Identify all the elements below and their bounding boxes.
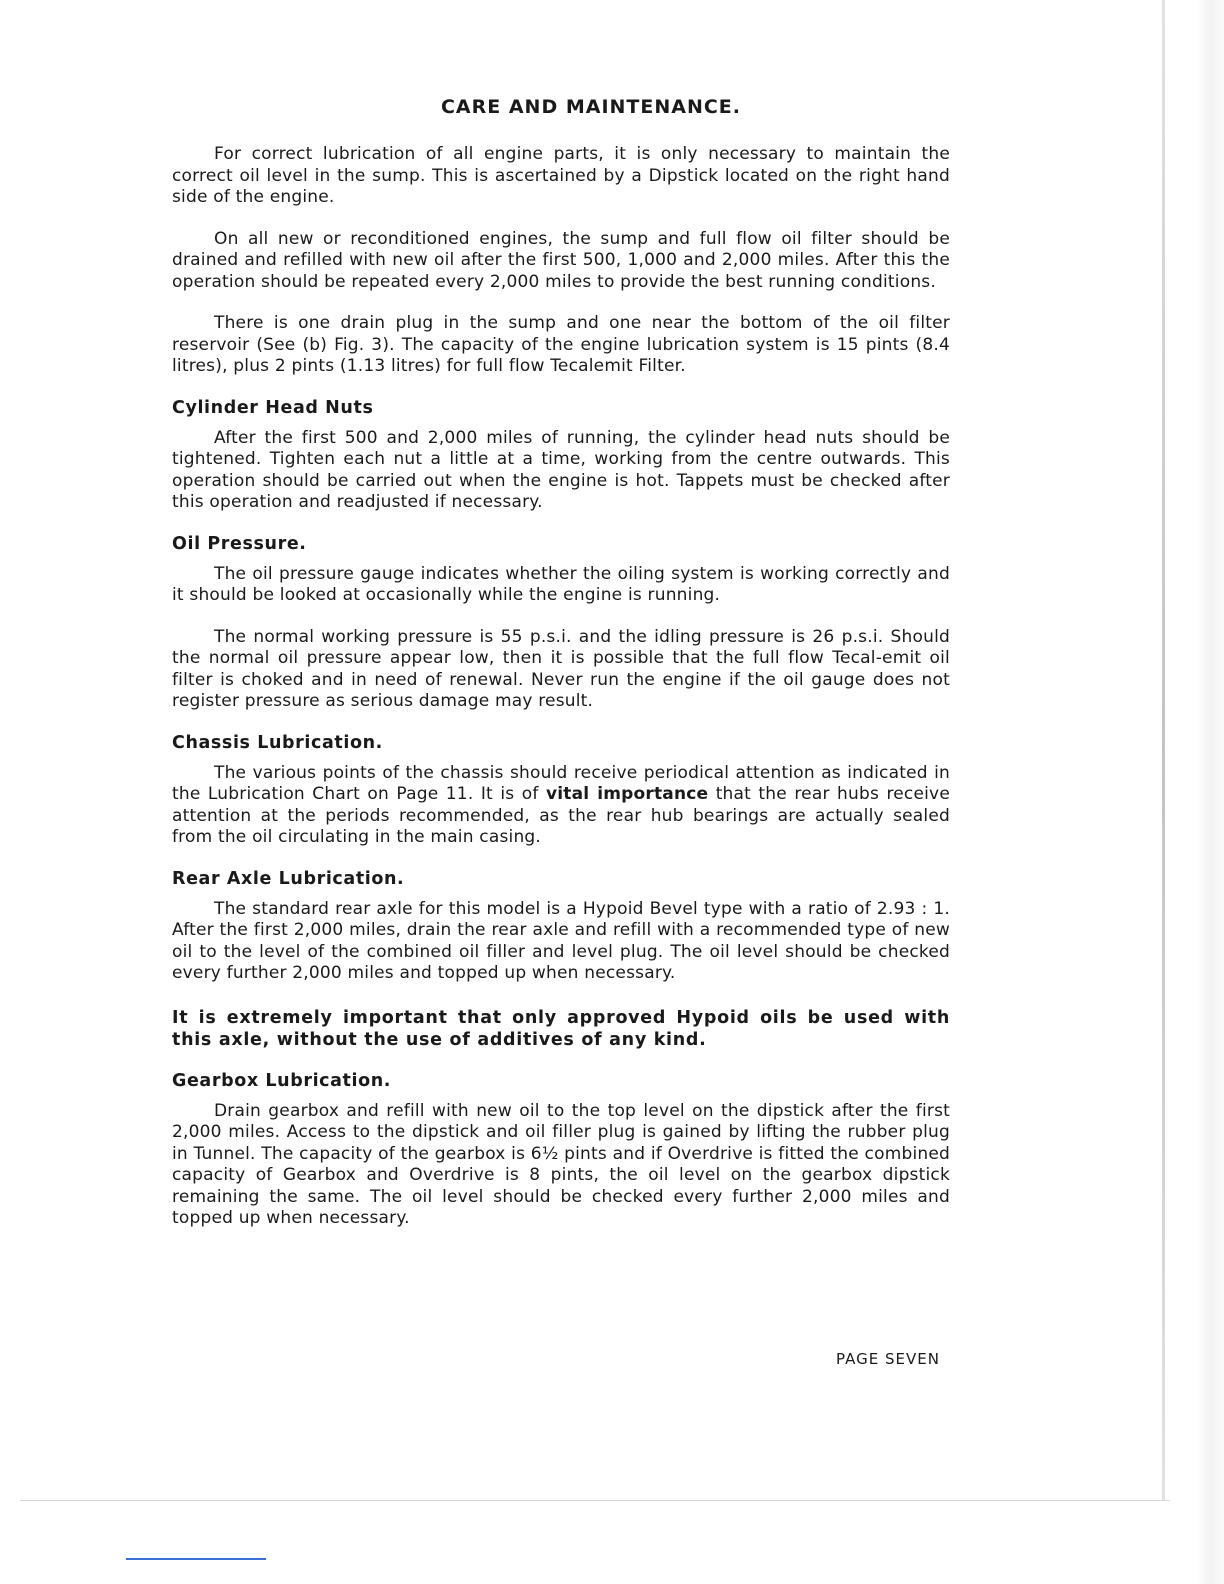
bottom-scan-rule	[20, 1500, 1170, 1501]
oil-pressure-paragraph-1: The oil pressure gauge indicates whether the oiling system is working correctly and it should be looked at occasionally while the engine is running.	[172, 563, 950, 605]
intro-paragraph-3: There is one drain plug in the sump and one near the bottom of the oil filter reservoir (See (b) Fig. 3). The capacity of the engine lubrication system is 15 pints (8.4 litres), plus 2 pints (1.13 litres) for full flow Tecalemit Filter.	[172, 313, 950, 376]
hypoid-warning: It is extremely important that only approved Hypoid oils be used with this axle, without the use of additives of any kind.	[172, 1007, 950, 1050]
chassis-paragraph	[172, 763, 950, 849]
rear-axle-heading: Rear Axle Lubrication.	[172, 868, 405, 889]
rear-axle-paragraph: The standard rear axle for this model is a Hypoid Bevel type with a ratio of 2.93 : 1. After the first 2,000 miles, drain the rear axle and refill with a recommended type of new oil to the level of the combined oil filler and level plug. The oil level should be checked every further 2,000 miles and topped up when necessary.	[172, 898, 950, 983]
page-edge-margin	[1196, 0, 1224, 1584]
gearbox-heading: Gearbox Lubrication.	[172, 1070, 392, 1091]
chassis-emphasis: vital importance	[545, 784, 709, 804]
chassis-text-before: The various points of the chassis should receive periodical attention as indicated in the Lubrication Chart on Page 11. It is of	[172, 762, 950, 804]
blue-scan-mark	[126, 1558, 266, 1560]
page-number: PAGE SEVEN	[836, 1350, 940, 1368]
oil-pressure-heading: Oil Pressure.	[172, 533, 307, 554]
cylinder-head-paragraph: After the first 500 and 2,000 miles of running, the cylinder head nuts should be tightened. Tighten each nut a little at a time, working from the centre outwards. This operation should be carried out when the engine is hot. Tappets must be checked after this operation and readjusted if necessary.	[172, 427, 950, 512]
chassis-text-after: that the rear hubs receive attention at the periods recommended, as the rear hub bearings are actually sealed from the oil circulating in the main casing.	[172, 784, 950, 847]
page-content	[172, 96, 950, 1250]
oil-pressure-paragraph-2: The normal working pressure is 55 p.s.i. and the idling pressure is 26 p.s.i. Should the normal oil pressure appear low, then it is possible that the full flow Tecal-emit oil filter is choked and in need of renewal. Never run the engine if the oil gauge does not register pressure as serious damage may result.	[172, 626, 950, 711]
gearbox-paragraph: Drain gearbox and refill with new oil to the top level on the dipstick after the first 2,000 miles. Access to the dipstick and oil filler plug is gained by lifting the rubber plug in Tunnel. The capacity of the gearbox is 6½ pints and if Overdrive is fitted the combined capacity of Gearbox and Overdrive is 8 pints, the oil level on the gearbox dipstick remaining the same. The oil level should be checked every further 2,000 miles and topped up when necessary.	[172, 1100, 950, 1228]
intro-paragraph-2: On all new or reconditioned engines, the sump and full flow oil filter should be drained and refilled with new oil after the first 500, 1,000 and 2,000 miles. After this the operation should be repeated every 2,000 miles to provide the best running conditions.	[172, 228, 950, 292]
cylinder-head-heading: Cylinder Head Nuts	[172, 397, 374, 418]
intro-paragraph-1: For correct lubrication of all engine parts, it is only necessary to maintain the correct oil level in the sump. This is ascertained by a Dipstick located on the right hand side of the engine.	[172, 144, 950, 207]
chassis-heading: Chassis Lubrication.	[172, 732, 383, 753]
page-edge-shadow	[1162, 0, 1165, 1500]
page-title: CARE AND MAINTENANCE.	[440, 96, 742, 118]
